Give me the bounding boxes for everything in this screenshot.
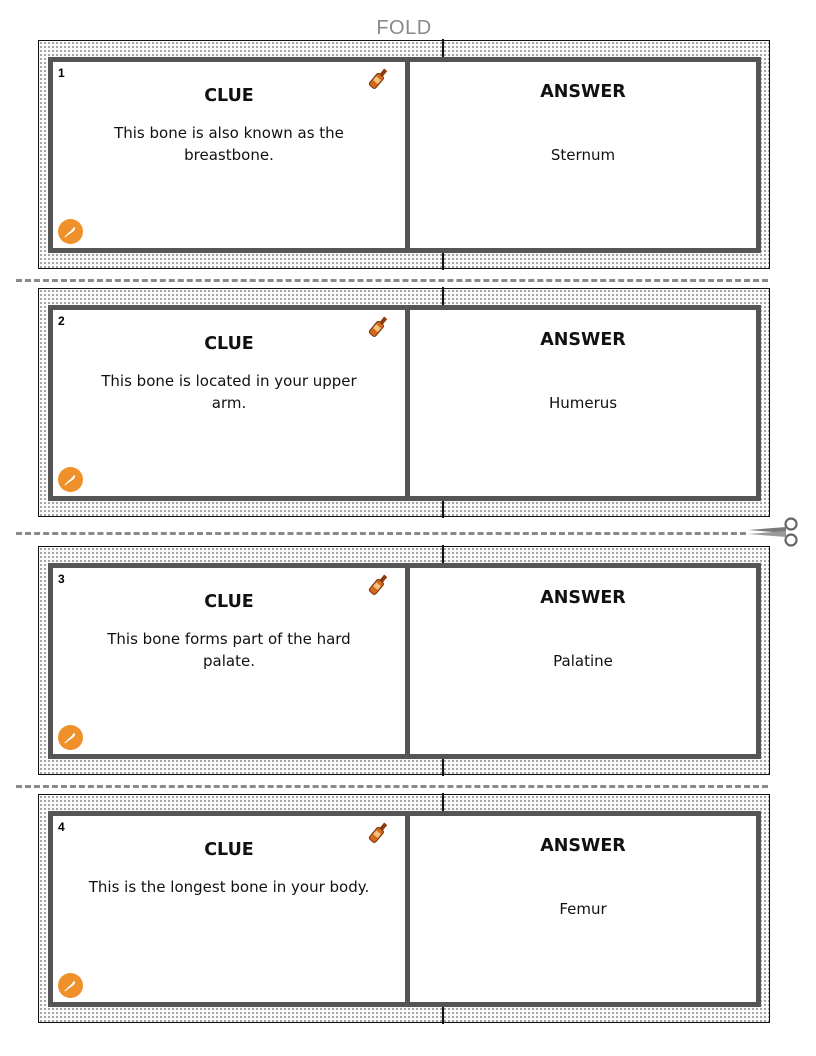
clue-text: This bone forms part of the hard palate.: [107, 630, 351, 670]
answer-panel: [406, 305, 761, 501]
clue-text: This is the longest bone in your body.: [88, 878, 370, 896]
flashcard: [38, 546, 770, 775]
answer-title: ANSWER: [540, 330, 626, 350]
cut-line: [16, 532, 746, 535]
clue-title: CLUE: [204, 840, 254, 860]
clue-title: CLUE: [204, 86, 254, 106]
feather-icon: [58, 973, 83, 998]
card-number: 3: [58, 572, 65, 586]
answer-panel: [406, 811, 761, 1007]
flashcard: [38, 40, 770, 269]
clue-text: This bone is located in your upper arm.: [101, 372, 357, 412]
answer-title: ANSWER: [540, 82, 626, 102]
answer-title: ANSWER: [540, 588, 626, 608]
feather-icon: [58, 725, 83, 750]
answer-text: Humerus: [548, 394, 618, 412]
answer-text: Sternum: [550, 146, 616, 164]
clue-panel: [48, 57, 409, 253]
scissors-icon: [746, 517, 802, 547]
clue-panel: [48, 305, 409, 501]
fold-cut-line: [16, 279, 768, 282]
feather-icon: [58, 467, 83, 492]
clue-title: CLUE: [204, 334, 254, 354]
clue-panel: [48, 563, 409, 759]
feather-icon: [58, 219, 83, 244]
answer-panel: [406, 563, 761, 759]
clue-title: CLUE: [204, 592, 254, 612]
card-number: 1: [58, 66, 65, 80]
clue-text: This bone is also known as the breastbone.: [114, 124, 344, 164]
answer-text: Femur: [559, 900, 607, 918]
answer-text: Palatine: [553, 652, 613, 670]
clue-panel: [48, 811, 409, 1007]
answer-title: ANSWER: [540, 836, 626, 856]
fold-cut-line: [16, 785, 768, 788]
flashcard: [38, 794, 770, 1023]
answer-panel: [406, 57, 761, 253]
fold-label: FOLD: [376, 17, 432, 39]
flashcard: [38, 288, 770, 517]
card-number: 4: [58, 820, 65, 834]
card-number: 2: [58, 314, 65, 328]
